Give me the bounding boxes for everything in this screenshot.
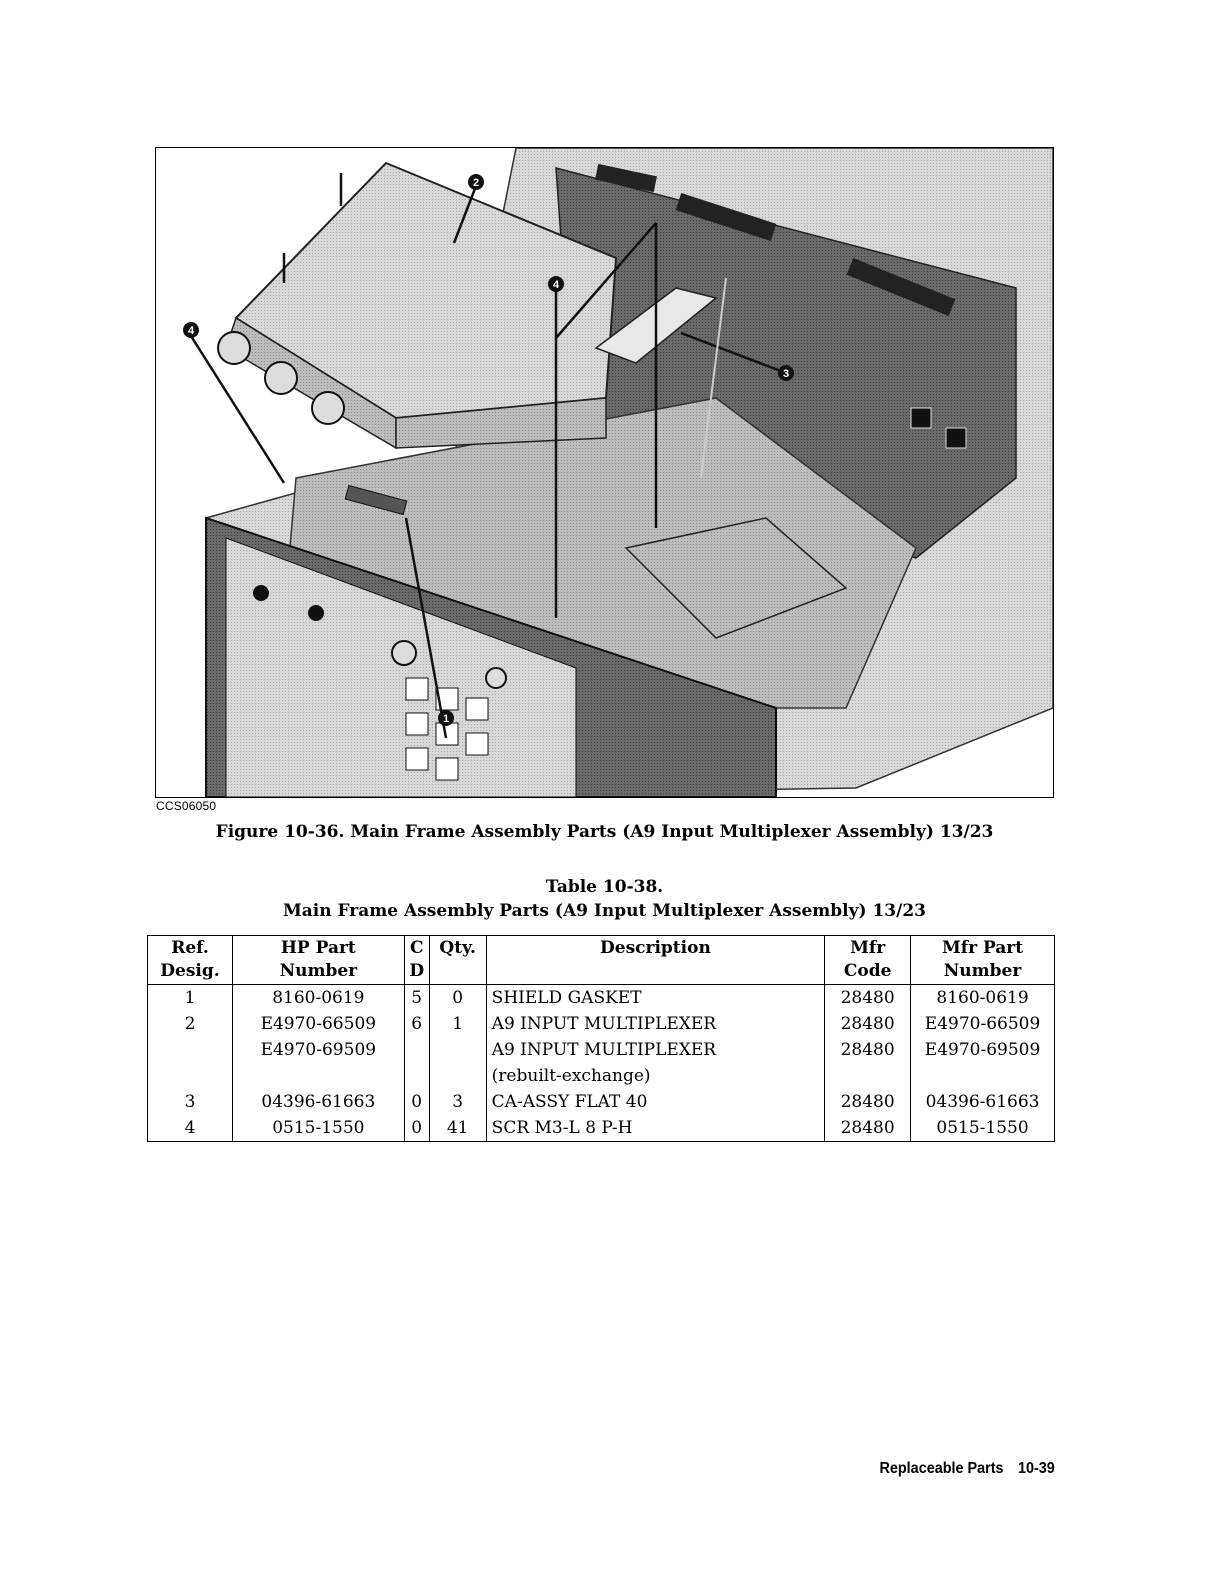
callout-4-upper: 4: [552, 279, 560, 291]
cell-ref: 2: [148, 1011, 233, 1037]
cell-description: (rebuilt-exchange): [486, 1063, 824, 1089]
header-hp-part-number: HP Part Number: [232, 936, 404, 985]
table-row: [148, 1037, 1055, 1063]
header-mfr-part-number: Mfr Part Number: [911, 936, 1055, 985]
table-title: [155, 875, 1054, 923]
cell-hp-part: [232, 1063, 404, 1089]
cell-qty: 1: [429, 1011, 486, 1037]
cell-mfr-part: 8160-0619: [911, 985, 1055, 1012]
cell-cd: 6: [404, 1011, 429, 1037]
table-row: [148, 1011, 1055, 1037]
assembly-illustration: [156, 148, 1053, 797]
callout-3: 3: [782, 368, 790, 380]
cell-qty: 41: [429, 1115, 486, 1142]
cell-ref: 4: [148, 1115, 233, 1142]
cell-mfr-code: 28480: [825, 1011, 911, 1037]
cell-ref: 3: [148, 1089, 233, 1115]
cell-ref: [148, 1037, 233, 1063]
cell-mfr-code: 28480: [825, 1115, 911, 1142]
header-qty: Qty.: [429, 936, 486, 985]
cell-qty: 0: [429, 985, 486, 1012]
cell-description: SHIELD GASKET: [486, 985, 824, 1012]
cell-cd: 5: [404, 985, 429, 1012]
cell-mfr-part: 0515-1550: [911, 1115, 1055, 1142]
cell-mfr-code: 28480: [825, 985, 911, 1012]
cell-cd: 0: [404, 1115, 429, 1142]
assembly-figure: [155, 147, 1054, 798]
table-number: Table 10-38.: [545, 877, 664, 897]
cell-cd: [404, 1063, 429, 1089]
cell-description: A9 INPUT MULTIPLEXER: [486, 1037, 824, 1063]
cell-description: SCR M3-L 8 P-H: [486, 1115, 824, 1142]
table-row: [148, 1115, 1055, 1142]
cell-description: A9 INPUT MULTIPLEXER: [486, 1011, 824, 1037]
cell-hp-part: 8160-0619: [232, 985, 404, 1012]
table-row: [148, 1089, 1055, 1115]
cell-ref: [148, 1063, 233, 1089]
cell-mfr-code: 28480: [825, 1037, 911, 1063]
cell-hp-part: 0515-1550: [232, 1115, 404, 1142]
cell-mfr-part: 04396-61663: [911, 1089, 1055, 1115]
cell-hp-part: E4970-69509: [232, 1037, 404, 1063]
table-name: Main Frame Assembly Parts (A9 Input Multiplexer Assembly) 13/23: [282, 901, 927, 921]
footer-section-title: Replaceable Parts: [879, 1460, 1004, 1477]
cell-mfr-part: E4970-66509: [911, 1011, 1055, 1037]
parts-table: [147, 935, 1055, 1142]
table-row: [148, 1063, 1055, 1089]
cell-cd: [404, 1037, 429, 1063]
table-header-row: [148, 936, 1055, 985]
table-row: [148, 985, 1055, 1012]
cell-mfr-part: E4970-69509: [911, 1037, 1055, 1063]
header-mfr-code: Mfr Code: [825, 936, 911, 985]
page-footer: [880, 1460, 1055, 1478]
cell-mfr-code: [825, 1063, 911, 1089]
cell-hp-part: 04396-61663: [232, 1089, 404, 1115]
cell-cd: 0: [404, 1089, 429, 1115]
figure-caption: Figure 10-36. Main Frame Assembly Parts (A9 Input Multiplexer Assembly) 13/23: [215, 822, 994, 842]
cell-hp-part: E4970-66509: [232, 1011, 404, 1037]
cell-description: CA-ASSY FLAT 40: [486, 1089, 824, 1115]
cell-ref: 1: [148, 985, 233, 1012]
footer-page-number: 10-39: [1018, 1460, 1055, 1477]
header-cd: C D: [404, 936, 429, 985]
header-ref-desig: Ref. Desig.: [148, 936, 233, 985]
cell-qty: [429, 1063, 486, 1089]
callout-1: 1: [442, 713, 450, 725]
callout-4-left: 4: [187, 325, 195, 337]
callout-2: 2: [472, 177, 480, 189]
cell-mfr-code: 28480: [825, 1089, 911, 1115]
cell-qty: [429, 1037, 486, 1063]
header-description: Description: [486, 936, 824, 985]
figure-id-label: CCS06050: [156, 799, 217, 813]
cell-mfr-part: [911, 1063, 1055, 1089]
cell-qty: 3: [429, 1089, 486, 1115]
